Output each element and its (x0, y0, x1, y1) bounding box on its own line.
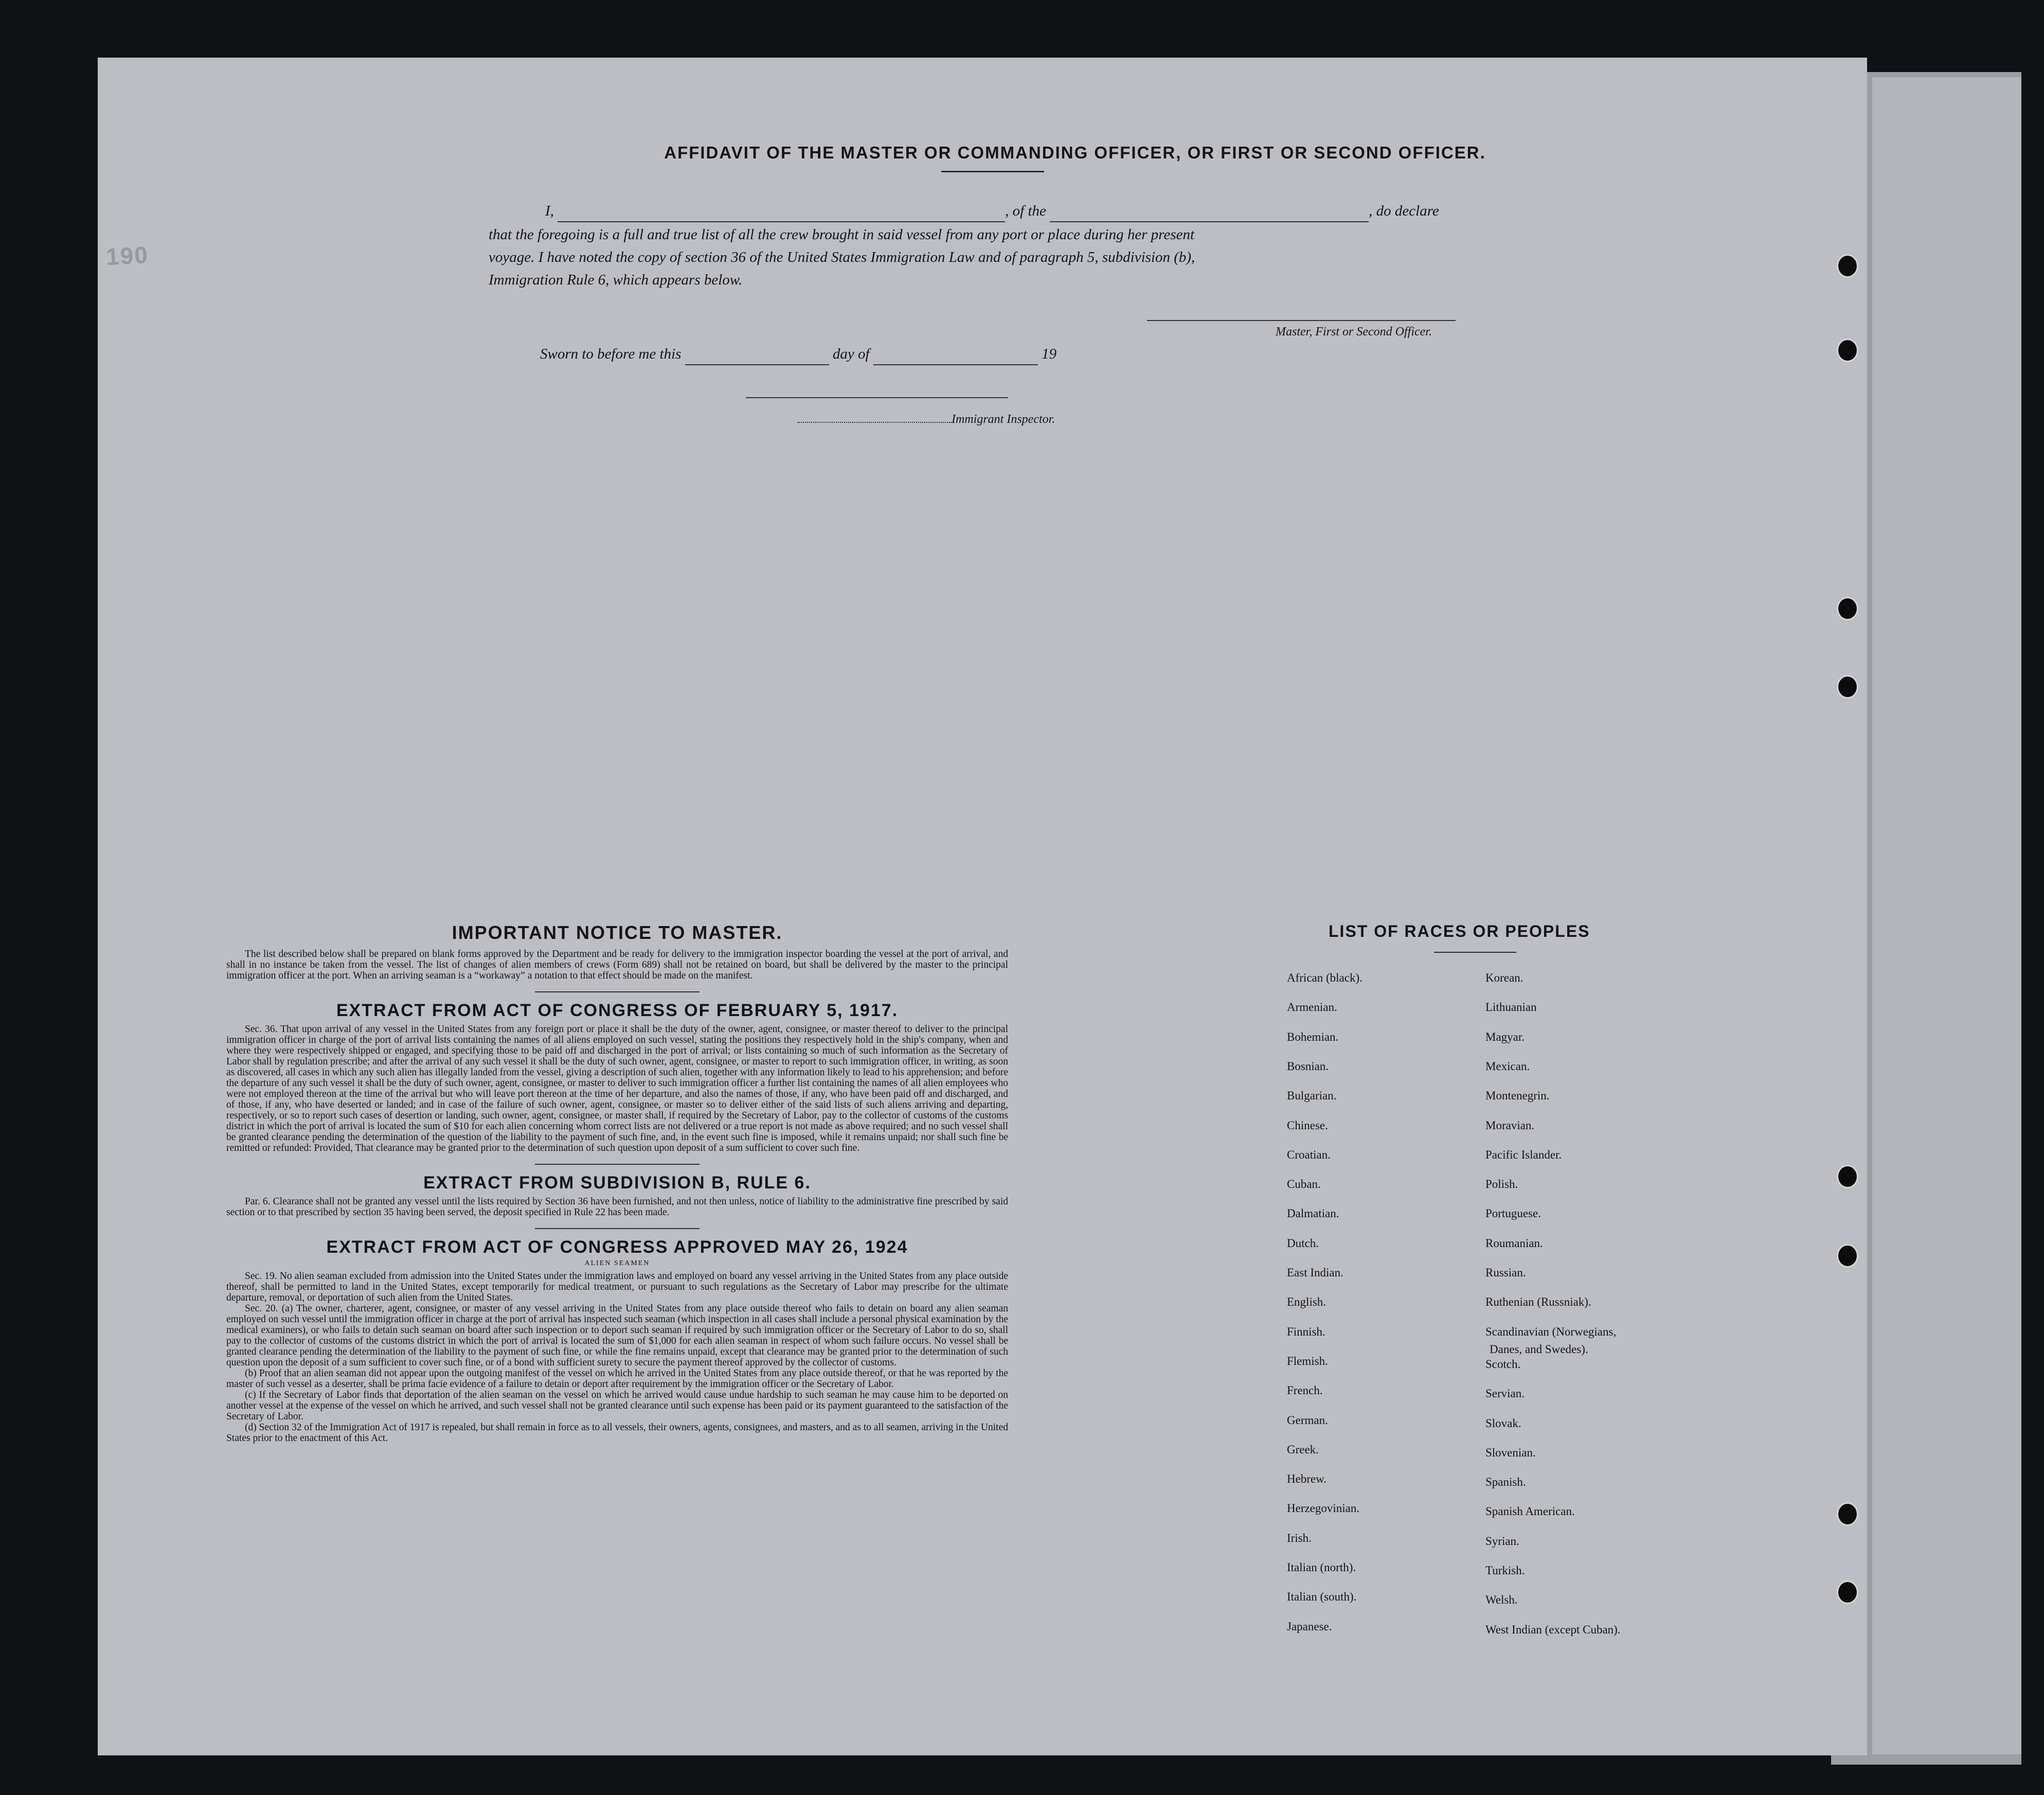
race-item: Russian. (1485, 1266, 1526, 1279)
sec-19-paragraph: Sec. 19. No alien seaman excluded from admission into the United States under the immigration laws and employed on board any vessel arriving in the United States from any place outside thereof, shall be permitted to land in the United States, except temporarily for medical treatment, or pursuant to such regulations as the Secretary of Labor may prescribe for the ultimate departure, removal, or deportation of such alien from the United States. (226, 1271, 1008, 1303)
race-item: Finnish. (1287, 1325, 1325, 1338)
extract-1917-body (226, 1024, 1008, 1153)
race-item: Spanish. (1485, 1476, 1526, 1488)
race-item: Syrian. (1485, 1535, 1519, 1548)
punch-hole (1837, 254, 1858, 278)
sec-20b-paragraph: (b) Proof that an alien seaman did not appear upon the outgoing manifest of the vessel on which he arrived in the United States from any place outside thereof, or that he was reported by the master of such vessel as a deserter, shall be prima facie evidence of a failure to detain or deport after requirement by the immigration officer or the Secretary of Labor. (226, 1368, 1008, 1390)
inspector-signature-line-2 (797, 422, 952, 423)
race-item: Lithuanian (1485, 1001, 1537, 1014)
notice-column (226, 922, 1008, 1444)
race-item: Bosnian. (1287, 1060, 1329, 1073)
race-item: Magyar. (1485, 1030, 1525, 1043)
race-item: Flemish. (1287, 1355, 1328, 1367)
race-item: Slovak. (1485, 1417, 1521, 1430)
race-item: Scandinavian (Norwegians, (1485, 1325, 1617, 1338)
notice-title: IMPORTANT NOTICE TO MASTER. (452, 922, 783, 943)
affidavit-title: AFFIDAVIT OF THE MASTER OR COMMANDING OFFICER, OR FIRST OR SECOND OFFICER. (664, 143, 1486, 162)
sworn-line (540, 343, 1056, 365)
race-item: German. (1287, 1414, 1328, 1427)
race-item: Japanese. (1287, 1620, 1332, 1633)
race-item: Montenegrin. (1485, 1089, 1550, 1102)
race-item: Mexican. (1485, 1060, 1530, 1073)
race-item: Bulgarian. (1287, 1089, 1337, 1102)
race-item: Dutch. (1287, 1237, 1319, 1250)
extract-rule6-title: EXTRACT FROM SUBDIVISION B, RULE 6. (423, 1173, 811, 1193)
extract-1917-title: EXTRACT FROM ACT OF CONGRESS OF FEBRUARY 5, 1917. (336, 1001, 899, 1020)
section-divider (535, 1228, 700, 1229)
extract-1924-body (226, 1271, 1008, 1444)
punch-hole (1837, 1165, 1858, 1188)
race-item-cont: Danes, and Swedes). (1490, 1343, 1588, 1356)
day-of-label: day of (832, 346, 870, 362)
punch-hole (1837, 1244, 1858, 1268)
sworn-month-blank (873, 352, 1038, 365)
master-signature-line (1147, 320, 1456, 321)
sworn-day-blank (685, 352, 829, 365)
punch-hole (1837, 597, 1858, 620)
race-item: Dalmatian. (1287, 1207, 1339, 1220)
race-item: Moravian. (1485, 1119, 1535, 1132)
race-item: Chinese. (1287, 1119, 1328, 1132)
race-item: Welsh. (1485, 1593, 1518, 1606)
race-item: Italian (north). (1287, 1561, 1356, 1574)
race-item: African (black). (1287, 971, 1362, 984)
punch-hole (1837, 1580, 1858, 1604)
sec-20a-paragraph: Sec. 20. (a) The owner, charterer, agent, consignee, or master of any vessel arriving in the United States from any place outside thereof who fails to detain on board any alien seaman employed on such vessel until the immigration officer in charge at the port of arrival has inspected such seaman (which inspection in all cases shall include a personal physical examination by the medical examiners), or who fails to detain such seaman on board after such inspection or to deport such seaman if required by such immigration officer or the Secretary of Labor to do so, shall pay to the collector of customs of the customs district in which the port of arrival is located the sum of $1,000 for each alien seaman in respect of whom such failure occurs. No vessel shall be granted clearance pending the determination of the liability to the payment of such fine, or while the fine remains unpaid, except that clearance may be granted prior to the determination of such question upon the deposit of a sum sufficient to cover such fine, or of a bond with sufficient surety to secure the payment thereof approved by the collector of customs. (226, 1303, 1008, 1368)
affidavit-i: I, (545, 203, 554, 219)
notice-paragraph: The list described below shall be prepared on blank forms approved by the Department and be ready for delivery to the immigration inspector boarding the vessel at the port of arrival, and shall in no instance be taken from the vessel. The list of changes of alien members of crews (Form 689) shall not be retained on board, but shall be delivered by the master to the principal immigration officer at the port. When an arriving seaman is a “workaway” a notation to that effect should be made on the manifest. (226, 949, 1008, 981)
race-item: East Indian. (1287, 1266, 1343, 1279)
vessel-blank (1050, 209, 1369, 222)
race-item: English. (1287, 1295, 1326, 1308)
section-divider (535, 1164, 700, 1165)
affidavit-line-4: Immigration Rule 6, which appears below. (489, 272, 743, 288)
race-item: Korean. (1485, 971, 1523, 984)
title-underline (941, 171, 1044, 172)
race-item: Slovenian. (1485, 1446, 1536, 1459)
race-item: Ruthenian (Russniak). (1485, 1295, 1591, 1308)
master-signature-label: Master, First or Second Officer. (1276, 325, 1432, 339)
affidavit-declaration-line (545, 200, 1594, 222)
punch-hole (1837, 339, 1858, 362)
race-item: Armenian. (1287, 1001, 1337, 1014)
extract-1917-paragraph: Sec. 36. That upon arrival of any vessel in the United States from any foreign port or place it shall be the duty of the owner, agent, consignee, or master thereof to deliver to the principal immigration officer in charge of the port of arrival lists containing the names of all aliens employed on such vessel, stating the positions they respectively hold in the ship's company, when and where they were respectively shipped or engaged, and specifying those to be paid off and discharged in the port of arrival; or lists containing so much of such information as the Secretary of Labor shall by regulation prescribe; and after the arrival of any such vessel it shall be the duty of such owner, agent, consignee, or master to report to such immigration officer, in writing, as soon as discovered, all cases in which any such alien has illegally landed from the vessel, giving a description of such alien, together with any information likely to lead to his apprehension; and before the departure of any such vessel it shall be the duty of such owner, agent, consignee, or master to deliver to such immigration officer a further list containing the names of all alien employees who were not employed thereon at the time of the arrival but who will leave port thereon at the time of her departure, and also the names of those, if any, who have been paid off and discharged, and of those, if any, who have deserted or landed; and in case of the failure of such owner, agent, consignee, or master so to deliver either of the said lists of such aliens arriving and departing, respectively, or so to report such cases of desertion or landing, such owner, agent, consignee, or master shall, if required by the Secretary of Labor, pay to the collector of customs of the customs district in which the port of arrival is located the sum of $10 for each alien concerning whom correct lists are not delivered or a true report is not made as above required; and no such vessel shall be granted clearance pending the determination of the question of the liability to the payment of such fine, and, in the event such fine is imposed, while it remains unpaid; nor shall such fine be remitted or refunded: Provided, That clearance may be granted prior to the determination of such question upon deposit of a sum sufficient to cover such fine. (226, 1024, 1008, 1153)
extract-1924-title: EXTRACT FROM ACT OF CONGRESS APPROVED MAY 26, 1924 (326, 1237, 908, 1257)
race-item: Cuban. (1287, 1178, 1321, 1190)
race-item: Scotch. (1485, 1358, 1521, 1371)
sworn-label: Sworn to before me this (540, 346, 682, 362)
race-item: Croatian. (1287, 1148, 1331, 1161)
year-prefix: 19 (1042, 346, 1057, 362)
affidavit-line-2: that the foregoing is a full and true list of all the crew brought in said vessel from any port or place during her present (489, 226, 1195, 243)
race-item: French. (1287, 1384, 1323, 1397)
races-title-underline (1434, 952, 1516, 953)
race-item: Irish. (1287, 1532, 1312, 1544)
race-item: Servian. (1485, 1387, 1525, 1400)
race-item: Roumanian. (1485, 1237, 1543, 1250)
section-divider (535, 991, 700, 992)
of-the-label: , of the (1005, 203, 1046, 219)
notice-body (226, 949, 1008, 981)
inspector-label: Immigrant Inspector. (952, 413, 1055, 426)
affidavit-line-3: voyage. I have noted the copy of section 36 of the United States Immigration Law and of paragraph 5, subdivision (b), (489, 249, 1195, 265)
race-item: Portuguese. (1485, 1207, 1541, 1220)
race-item: Italian (south). (1287, 1590, 1357, 1603)
document-page (98, 58, 1867, 1755)
affidavit-statement (489, 223, 1594, 291)
race-item: Polish. (1485, 1178, 1518, 1190)
race-item: Pacific Islander. (1485, 1148, 1562, 1161)
extract-1924-subtitle: ALIEN SEAMEN (584, 1259, 650, 1267)
race-item: Turkish. (1485, 1564, 1525, 1577)
race-item: Greek. (1287, 1443, 1319, 1456)
punch-hole (1837, 1502, 1858, 1526)
sec-20d-paragraph: (d) Section 32 of the Immigration Act of 1917 is repealed, but shall remain in force as to all vessels, their owners, agents, consignees, and masters, and as to all seamen, arriving in the United States prior to the enactment of this Act. (226, 1422, 1008, 1444)
extract-rule6-body (226, 1196, 1008, 1218)
race-item: West Indian (except Cuban). (1485, 1623, 1621, 1636)
sec-20c-paragraph: (c) If the Secretary of Labor finds that deportation of the alien seaman on the vessel on which he arrived would cause undue hardship to such seaman he may cause him to be deported on another vessel at the expense of the vessel on which he arrived, and such vessel shall not be granted clearance until such expense has been paid or its payment guaranteed to the satisfaction of the Secretary of Labor. (226, 1390, 1008, 1422)
races-title: LIST OF RACES OR PEOPLES (1329, 922, 1590, 940)
race-item: Hebrew. (1287, 1472, 1327, 1485)
page-number: 190 (105, 241, 150, 271)
extract-rule6-paragraph: Par. 6. Clearance shall not be granted any vessel until the lists required by Section 36 have been furnished, and not then unless, notice of liability to the administrative fine prescribed by said section or to that prescribed by section 35 having been served, the deposit specified in Rule 22 has been made. (226, 1196, 1008, 1218)
name-blank (558, 209, 1005, 222)
race-item: Herzegovinian. (1287, 1502, 1360, 1515)
punch-hole (1837, 675, 1858, 699)
inspector-signature-line (746, 397, 1008, 398)
race-item: Bohemian. (1287, 1030, 1339, 1043)
do-declare-label: , do declare (1369, 203, 1439, 219)
race-item: Spanish American. (1485, 1505, 1575, 1518)
